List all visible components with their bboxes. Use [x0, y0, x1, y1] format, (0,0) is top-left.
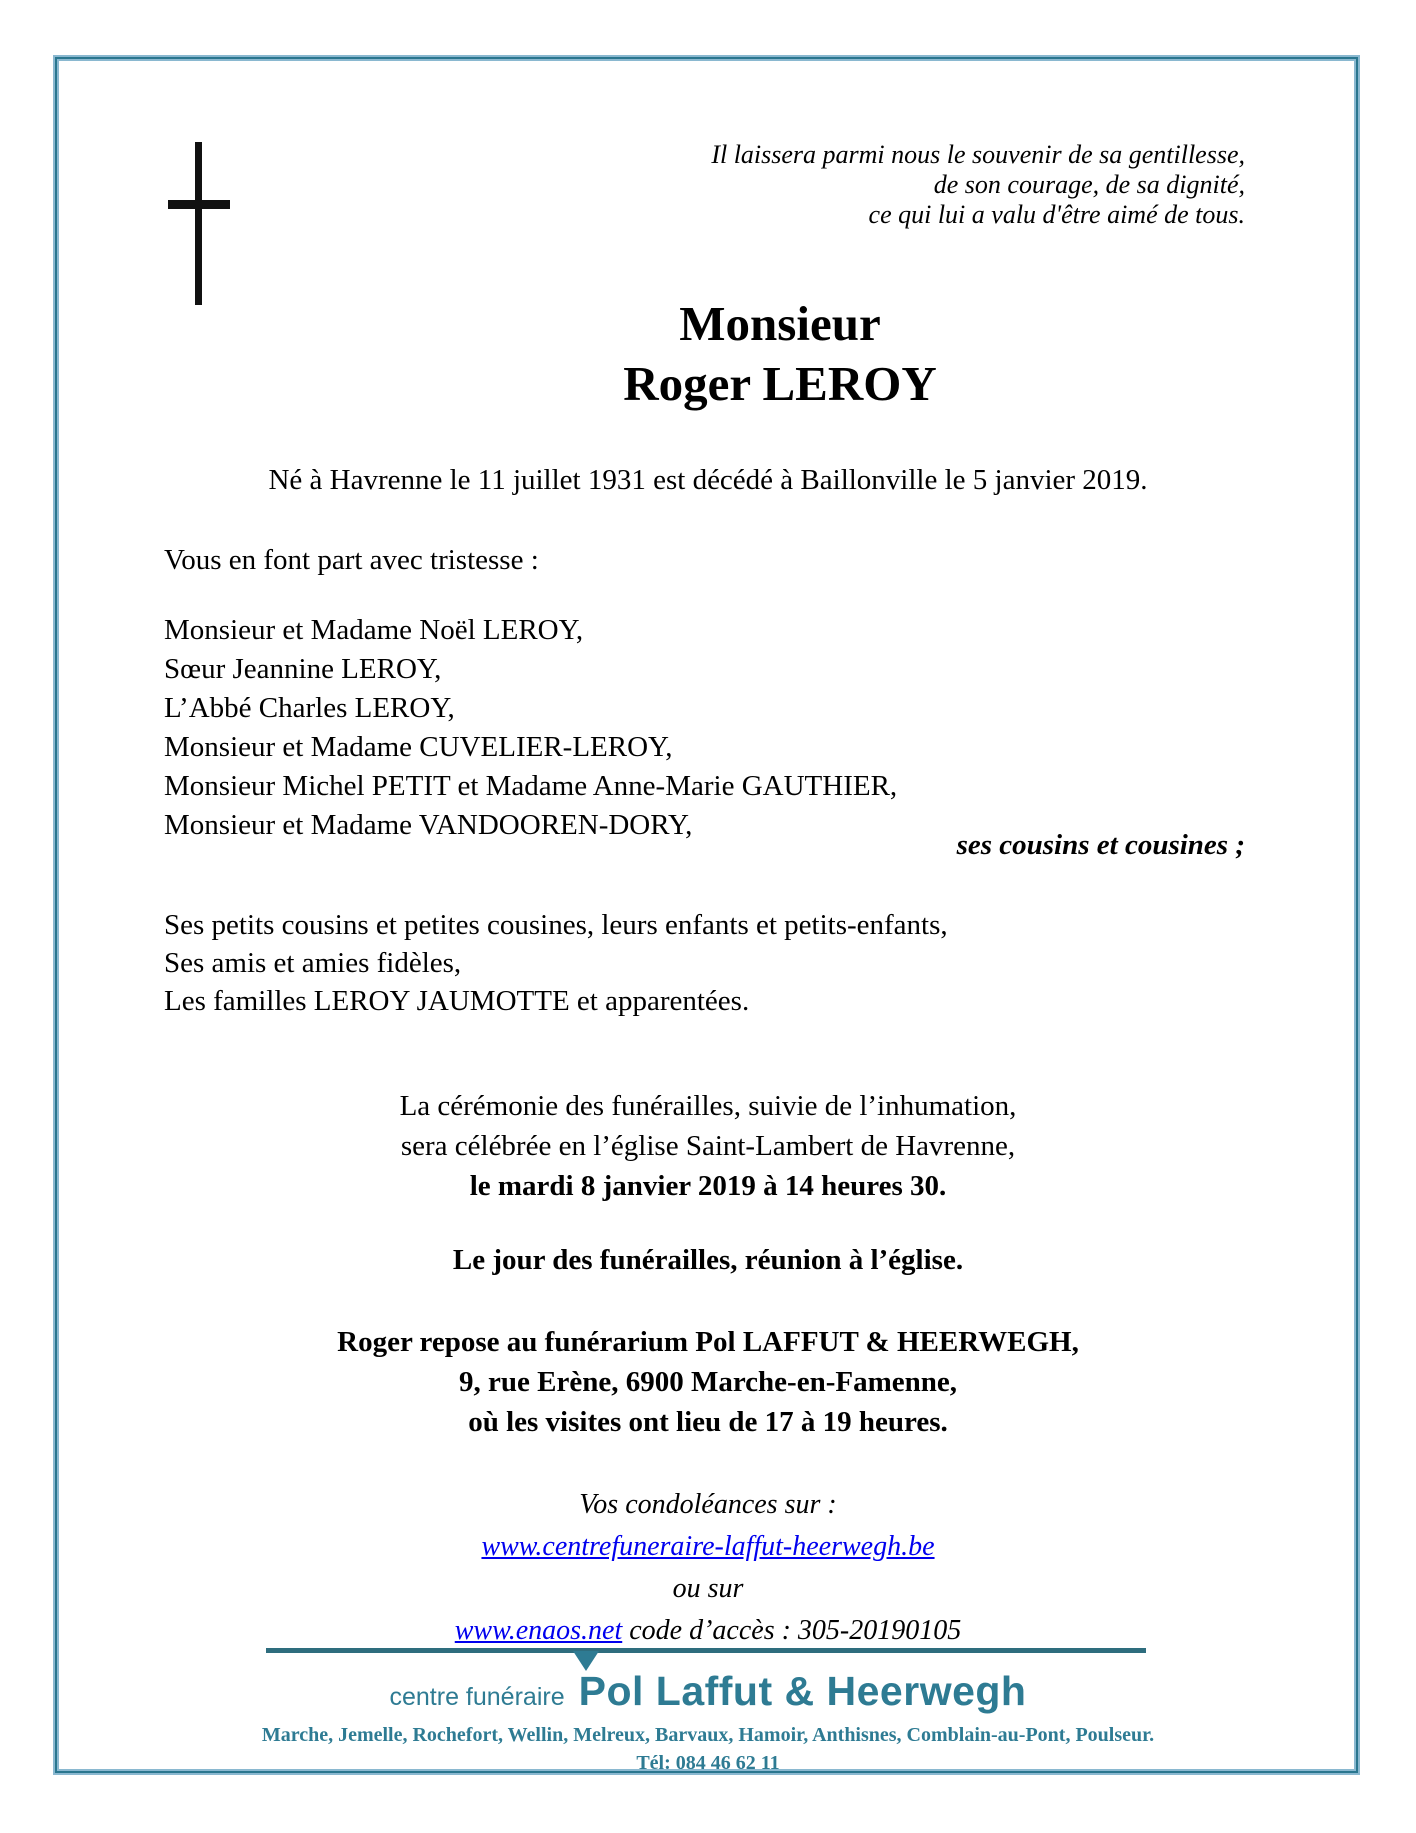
footer-divider: [266, 1648, 1146, 1653]
cross-horizontal-bar: [168, 200, 230, 209]
condolences-intro: Vos condoléances sur :: [579, 1489, 837, 1520]
ceremony-line: sera célébrée en l’église Saint-Lambert de Havrenne,: [400, 1130, 1016, 1162]
access-code-text: code d’accès : 305-20190105: [622, 1615, 962, 1646]
condolences-section: [164, 1484, 1252, 1652]
or-text: ou sur: [672, 1573, 744, 1604]
life-dates-line: Né à Havrenne le 11 juillet 1931 est décédé à Baillonville le 5 janvier 2019.: [268, 464, 1148, 496]
epitaph-quote: [711, 140, 1245, 230]
relation-note: ses cousins et cousines ;: [956, 829, 1245, 861]
condolences-link-line: [164, 1526, 1252, 1568]
mourner-line: Ses petits cousins et petites cousines, leurs enfants et petits-enfants,: [164, 909, 948, 941]
logo-brand-name: [579, 1668, 1027, 1715]
epitaph-line: de son courage, de sa dignité,: [933, 170, 1245, 199]
enaos-link[interactable]: www.enaos.net: [454, 1615, 623, 1646]
repose-line: 9, rue Erène, 6900 Marche-en-Famenne,: [459, 1366, 957, 1398]
family-list: [164, 611, 897, 845]
family-member: Monsieur et Madame VANDOOREN-DORY,: [164, 809, 693, 841]
family-member: Monsieur et Madame CUVELIER-LEROY,: [164, 731, 673, 763]
ceremony-info: [164, 1086, 1252, 1206]
logo-triangle-icon: [573, 1651, 599, 1671]
mourner-line: Ses amis et amies fidèles,: [164, 947, 462, 979]
meeting-note: Le jour des funérailles, réunion à l’église.: [452, 1244, 964, 1276]
funeral-home-logo: [164, 1668, 1252, 1715]
cross-vertical-bar: [195, 142, 202, 305]
family-member: Monsieur et Madame Noël LEROY,: [164, 614, 584, 646]
repose-info: [164, 1322, 1252, 1442]
family-member: L’Abbé Charles LEROY,: [164, 692, 455, 724]
logo-prefix: centre funéraire: [389, 1683, 565, 1711]
page-title: [230, 294, 1330, 414]
epitaph-line: Il laissera parmi nous le souvenir de sa gentillesse,: [711, 140, 1245, 169]
epitaph-line: ce qui lui a valu d'être aimé de tous.: [868, 200, 1245, 229]
locations-line: Marche, Jemelle, Rochefort, Wellin, Melreux, Barvaux, Hamoir, Anthisnes, Comblain-au-Pont, Poulseur.: [261, 1724, 1155, 1746]
phone-line: Tél: 084 46 62 11: [636, 1752, 780, 1774]
mourner-line: Les familles LEROY JAUMOTTE et apparentées.: [164, 985, 750, 1017]
other-mourners: [164, 906, 948, 1020]
deceased-name: Roger LEROY: [623, 356, 937, 411]
logo-brand-text: Pol Laffut & Heerwegh: [578, 1668, 1027, 1714]
cross-icon: [168, 142, 230, 305]
repose-line: Roger repose au funérarium Pol LAFFUT & HEERWEGH,: [337, 1326, 1079, 1358]
enaos-line: [164, 1610, 1252, 1652]
family-member: Monsieur Michel PETIT et Madame Anne-Marie GAUTHIER,: [164, 770, 898, 802]
ceremony-date-line: le mardi 8 janvier 2019 à 14 heures 30.: [469, 1170, 947, 1202]
repose-line: où les visites ont lieu de 17 à 19 heures.: [468, 1406, 948, 1438]
announcement-intro: Vous en font part avec tristesse :: [164, 544, 539, 576]
family-member: Sœur Jeannine LEROY,: [164, 653, 442, 685]
title-monsieur: Monsieur: [679, 296, 881, 351]
ceremony-line: La cérémonie des funérailles, suivie de l’inhumation,: [399, 1090, 1017, 1122]
funeral-home-website-link[interactable]: www.centrefuneraire-laffut-heerwegh.be: [481, 1531, 935, 1562]
